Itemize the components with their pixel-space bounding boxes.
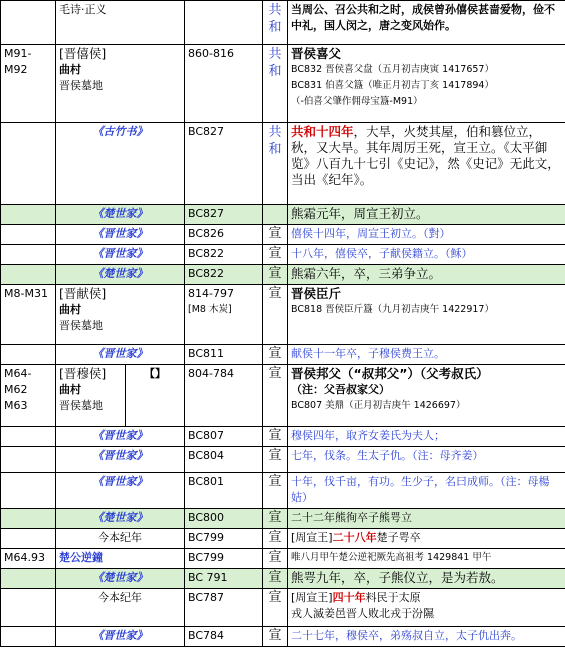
site-name: 曲村 [59,63,81,76]
entry-text: 楚子咢卒 [376,531,421,544]
entry-text: 唯八月甲午楚公逆祀厥先高祖考 1429841 甲午 [288,549,565,569]
entry-line [291,590,562,606]
table-row [1,447,565,473]
date-cell: 804-784 [185,365,263,427]
entry-text: 七年，伐条。生太子仇。（注：母齐姜） [288,447,565,473]
source-cell: 今本纪年 [56,529,185,549]
ruler-cell: 宣 [263,529,288,549]
bracket-mark: 【】 [126,365,185,427]
source-cell: 《古竹书》 [56,123,185,205]
ruler-cell: 宣 [263,447,288,473]
table-row [1,265,565,285]
site-detail: 晋侯墓地 [59,319,103,332]
source-cell: 《楚世家》 [56,569,185,589]
table-row [1,589,565,627]
entry-text: ，大旱，火焚其屋，伯和篡位立，秋，又大旱。其年周厉王死，宣王立。《太平御览》八百九十七引《史记》，然《史记》无此文，当出《纪年》。 [291,124,560,187]
table-row [1,365,565,427]
source-cell: 《晋世家》 [56,447,185,473]
ruler-cell: 宣 [263,589,288,627]
entry-line: 戎人滅姜邑晋人败北戎于汾隰 [291,607,434,620]
entry-text: 僖侯十四年，周宣王初立。（對） [288,225,565,245]
source-cell: 《晋世家》 [56,245,185,265]
source-cell: 《楚世家》 [56,205,185,225]
date-cell: BC807 [185,427,263,447]
ruler-name: [晋僖侯] [59,46,107,61]
tomb-id: M64-M62 M63 [1,365,56,427]
tomb-id: M8-M31 [1,285,56,345]
table-row [1,473,565,509]
date-cell: 860-816 [185,45,263,123]
entry-title: 晋侯喜父 [291,46,342,61]
tomb-id: M64.93 [1,549,56,569]
highlight-text: 二十八年 [332,531,377,544]
tomb-id: M91-M92 [1,45,56,123]
date-cell: BC822 [185,265,263,285]
entry-title: 晋侯邦父（“叔邦父”）（父考叔氏） [291,366,489,381]
entry-line: （-伯喜父肇作佣母宝簋-M91） [291,96,423,107]
entry-prefix: [周宣王] [291,591,333,604]
date-cell: BC 791 [185,569,263,589]
date-cell: BC801 [185,473,263,509]
entry-line: （注：父吾叔家父） [291,383,390,396]
table-row [1,345,565,365]
date-cell: BC826 [185,225,263,245]
source-cell: 楚公逆鐘 [56,549,185,569]
date-note: [M8 木炭] [188,304,232,315]
table-row [1,225,565,245]
entry-text: 献侯十一年卒，子穆侯费王立。 [288,345,565,365]
entry-text: 熊霜六年，卒，三弟争立。 [288,265,565,285]
ruler-cell: 宣 [263,225,288,245]
source-cell: 《晋世家》 [56,345,185,365]
header-title: 毛诗·正义 [56,1,185,45]
ruler-cell: 共和 [263,1,288,45]
table-row [1,245,565,265]
entry-text: 熊咢九年，卒，子熊仪立，是为若敖。 [288,569,565,589]
table-row [1,569,565,589]
table-row [1,205,565,225]
ruler-cell: 宣 [263,345,288,365]
date-cell: BC799 [185,529,263,549]
source-cell: 《楚世家》 [56,265,185,285]
ruler-cell: 宣 [263,427,288,447]
date-cell: 814-797 [188,287,234,300]
source-cell: 《楚世家》 [56,509,185,529]
table-row [1,627,565,647]
site-name: 曲村 [59,383,81,396]
ruler-cell: 宣 [263,285,288,345]
ruler-cell: 宣 [263,365,288,427]
header-text: 当周公、召公共和之时，成侯曾孙僖侯甚啬爱物，俭不中礼，国人闵之，唐之变风始作。 [288,1,565,45]
ruler-name: [晋献侯] [59,286,107,301]
ruler-name: [晋穆侯] [59,366,107,381]
entry-text: 穆侯四年，取齐女姜氏为夫人； [288,427,565,447]
ruler-cell: 宣 [263,549,288,569]
ruler-cell [263,205,288,225]
entry-prefix: [周宣王] [291,531,333,544]
entry-text: 熊霜元年，周宣王初立。 [288,205,565,225]
entry-title: 晋侯臣斤 [291,286,342,301]
highlight-text: 四十年 [332,591,366,604]
source-cell: 《晋世家》 [56,473,185,509]
ruler-cell: 宣 [263,509,288,529]
site-name: 曲村 [59,303,81,316]
table-row [1,285,565,345]
site-detail: 晋侯墓地 [59,79,103,92]
date-cell: BC799 [185,549,263,569]
ruler-cell: 宣 [263,627,288,647]
table-row [1,123,565,205]
ruler-cell: 宣 [263,569,288,589]
highlight-text: 共和十四年 [291,124,354,139]
date-cell: BC827 [185,205,263,225]
date-cell: BC811 [185,345,263,365]
source-cell: 《晋世家》 [56,627,185,647]
source-cell: 《晋世家》 [56,427,185,447]
entry-line: BC807 美鼎（正月初吉庚午 1426697） [291,400,466,411]
source-cell: 《晋世家》 [56,225,185,245]
entry-text: 料民于太原 [365,591,421,604]
site-detail: 晋侯墓地 [59,399,103,412]
table-row [1,427,565,447]
entry-text: 二十二年熊徇卒子熊咢立 [288,509,565,529]
entry-line: BC831 伯喜父簋（唯正月初吉丁亥 1417894） [291,80,494,91]
date-cell: BC827 [185,123,263,205]
entry-text: 十年，伐千亩，有功。生少子，名曰成师。（注：母楊姞） [288,473,565,509]
ruler-cell: 共和 [263,123,288,205]
date-cell: BC822 [185,245,263,265]
source-cell: 今本纪年 [56,589,185,627]
ruler-cell: 宣 [263,473,288,509]
table-row [1,509,565,529]
table-row [1,45,565,123]
ruler-cell: 宣 [263,245,288,265]
date-cell: BC804 [185,447,263,473]
entry-line: BC818 晋侯臣斤簋（九月初吉庚午 1422917） [291,304,494,315]
table-row [1,529,565,549]
table-row [1,549,565,569]
entry-line: BC832 晋侯喜父盘（五月初吉庚寅 1417657） [291,64,494,75]
date-cell: BC800 [185,509,263,529]
ruler-cell: 共和 [263,45,288,123]
entry-text: 十八年，僖侯卒，子献侯籍立。（稣） [288,245,565,265]
date-cell: BC787 [185,589,263,627]
entry-text: 二十七年，穆侯卒，弟殇叔自立，太子仇出奔。 [288,627,565,647]
date-cell: BC784 [185,627,263,647]
table-row [1,1,565,45]
ruler-cell: 宣 [263,265,288,285]
